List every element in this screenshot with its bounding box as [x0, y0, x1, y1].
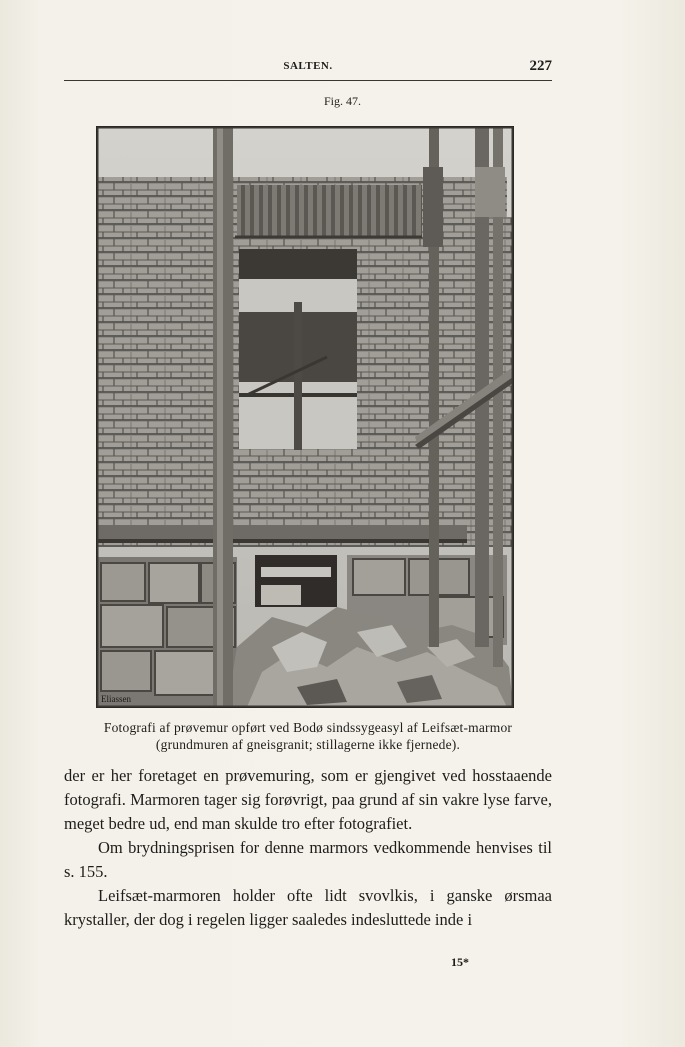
- paragraph-3: Leifsæt-marmoren holder ofte lidt svovlkis, i ganske ørsmaa krystaller, der dog i regelen ligger saaledes indesluttede inde i: [64, 886, 552, 929]
- body-text: [64, 764, 552, 932]
- paragraph-2: Om brydningsprisen for denne marmors vedkommende henvises til s. 155.: [64, 838, 552, 881]
- page-number: 227: [529, 58, 552, 74]
- caption-line-1: Fotografi af prøvemur opført ved Bodø sindssygeasyl af Leifsæt-marmor: [103, 720, 513, 735]
- photographer-mark: Eliassen: [101, 694, 131, 704]
- running-title: SALTEN.: [283, 60, 333, 72]
- figure-caption: [64, 719, 552, 753]
- page-header: [64, 58, 552, 81]
- caption-line-2: (grundmuren af gneisgranit; stillagerne ikke fjernede).: [155, 737, 461, 752]
- signature-mark: 15*: [451, 955, 469, 969]
- figure-label: Fig. 47.: [323, 94, 361, 108]
- test-wall-photo: [97, 127, 513, 707]
- figure-photograph: [96, 126, 514, 708]
- paragraph-1: der er her foretaget en prøvemuring, som er gjengivet ved hosstaaende fotografi. Marmoren tager sig forøvrigt, paa grund af sin vakre lyse farve, meget bedre ud, end man skulde tro efter fotografiet.: [64, 766, 552, 833]
